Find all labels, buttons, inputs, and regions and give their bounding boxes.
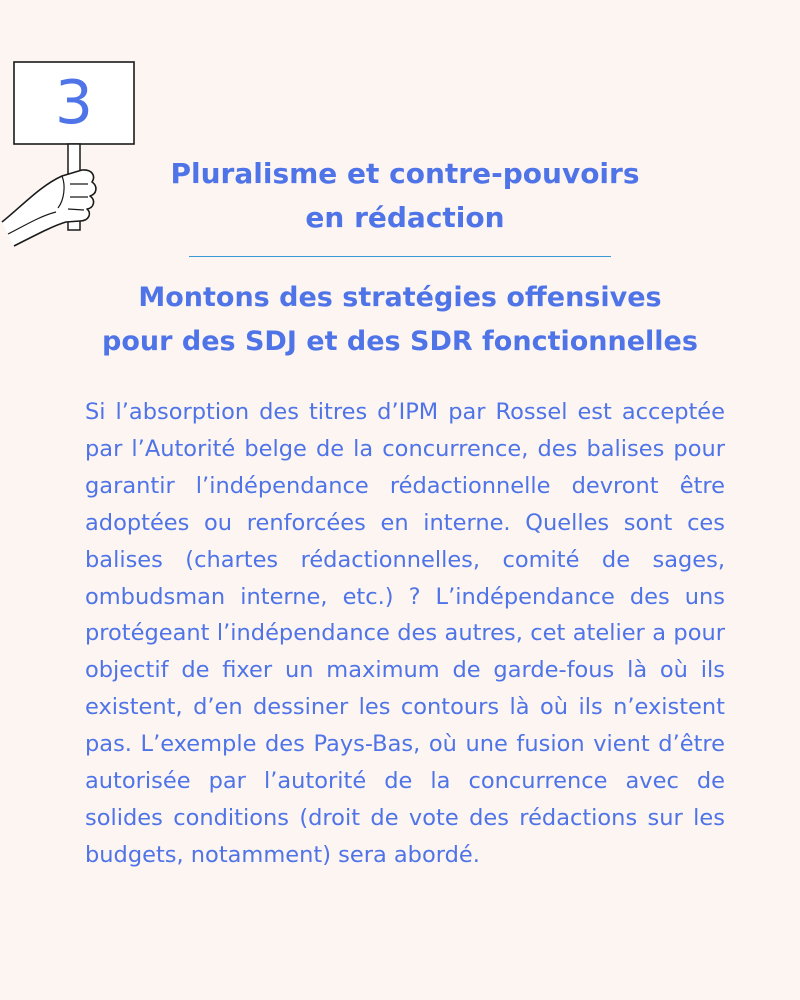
subtitle-line-2: pour des SDJ et des SDR fonctionnelles <box>102 326 698 357</box>
subtitle-line-1: Montons des stratégies offensives <box>138 282 662 313</box>
sign-number: 3 <box>54 68 94 138</box>
title-line-2: en rédaction <box>305 201 505 234</box>
divider <box>189 256 611 257</box>
body-paragraph: Si l’absorption des titres d’IPM par Rossel est acceptée par l’Autorité belge de la concurrence, des balises pour garantir l’indépendance rédactionnelle devront être adoptées ou renforcées en interne. Quelles sont ces balises (chartes rédactionnelles, comité de sages, ombudsman interne, etc.) ? L’indépendance des uns protégeant l’indépendance des autres, cet atelier a pour objectif de fixer un maximum de garde-fous là où ils existent, d’en dessiner les contours là où ils n’existent pas. L’exemple des Pays-Bas, où une fusion vient d’être autorisée par l’autorité de la concurrence avec de solides conditions (droit de vote des rédactions sur les budgets, notamment) sera abordé. <box>85 399 725 868</box>
page-title <box>150 152 660 240</box>
subtitle <box>40 276 760 364</box>
title-line-1: Pluralisme et contre-pouvoirs <box>170 157 640 190</box>
